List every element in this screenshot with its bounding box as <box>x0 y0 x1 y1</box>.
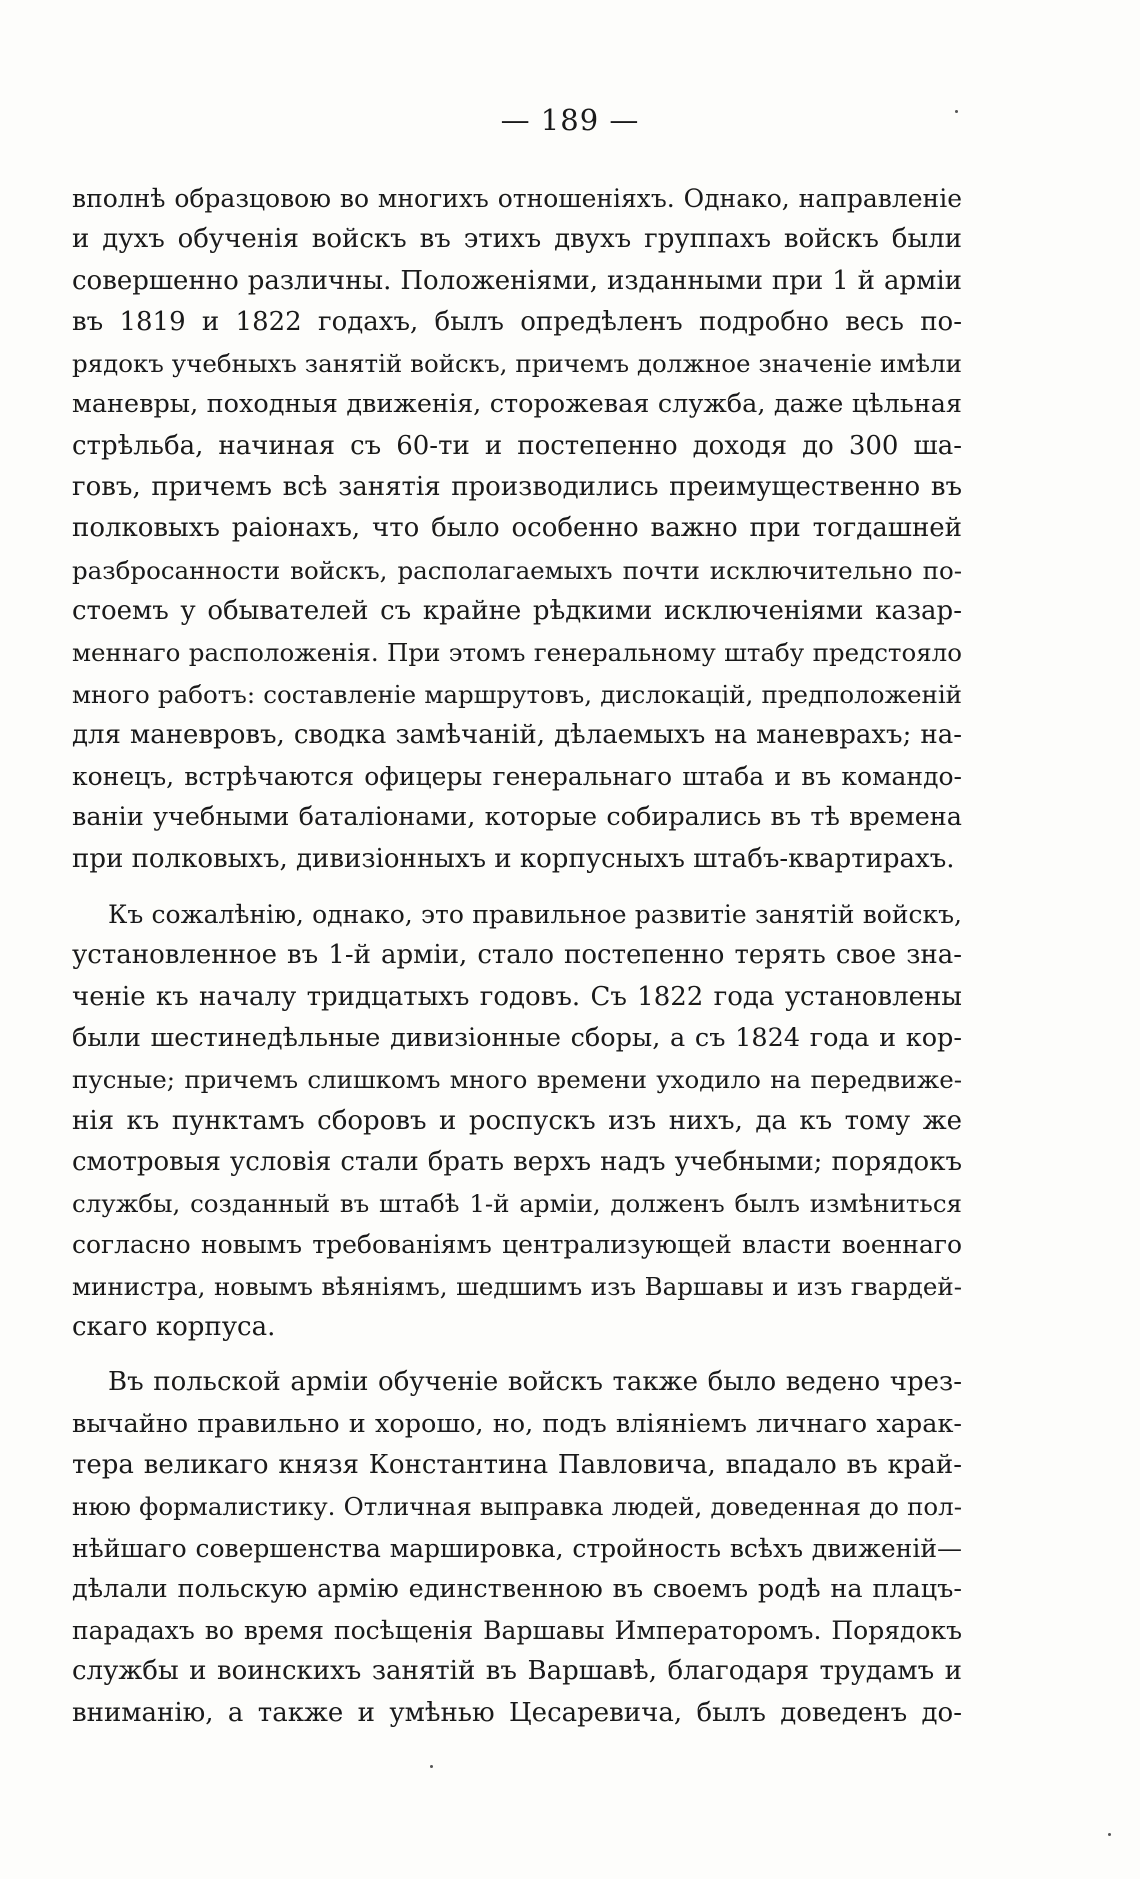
text-line: установленное въ 1-й арміи, стало постепенно терять свое зна- <box>72 940 962 971</box>
text-line: тера великаго князя Константина Павловича, впадало въ край- <box>72 1449 962 1480</box>
text-line: дѣлали польскую армію единственною въ своемъ родѣ на плацъ- <box>72 1573 962 1604</box>
text-line: нѣйшаго совершенства маршировка, стройность всѣхъ движеній— <box>72 1533 962 1563</box>
text-line: вполнѣ образцовою во многихъ отношеніяхъ. Однако, направленіе <box>72 184 962 213</box>
text-line: вниманію, а также и умѣнью Цесаревича, былъ доведенъ до- <box>72 1697 962 1728</box>
paragraph-2 <box>72 894 962 1348</box>
text-line: вычайно правильно и хорошо, но, подъ вліяніемъ личнаго харак- <box>72 1408 962 1439</box>
text-line: нія къ пунктамъ сборовъ и роспускъ изъ нихъ, да къ тому же <box>72 1105 962 1136</box>
text-line: въ 1819 и 1822 годахъ, былъ опредѣленъ подробно весь по- <box>72 306 962 337</box>
text-line: скаго корпуса. <box>72 1312 276 1343</box>
text-line: службы, созданный въ штабѣ 1-й арміи, долженъ былъ измѣниться <box>72 1189 962 1219</box>
text-line: меннаго расположенія. При этомъ генеральному штабу предстояло <box>72 638 962 668</box>
text-line: ченіе къ началу тридцатыхъ годовъ. Съ 1822 года установлены <box>72 981 962 1012</box>
page-number: — 189 — <box>500 103 640 137</box>
text-line: разбросанности войскъ, располагаемыхъ почти исключительно по- <box>72 555 962 585</box>
text-line: стоемъ у обывателей съ крайне рѣдкими исключеніями казар- <box>72 595 962 626</box>
text-line: парадахъ во время посѣщенія Варшавы Императоромъ. Порядокъ <box>72 1616 962 1646</box>
text-line: для маневровъ, сводка замѣчаній, дѣлаемыхъ на маневрахъ; на- <box>72 719 962 750</box>
text-line: нюю формалистику. Отличная выправка людей, доведенная до пол- <box>72 1492 962 1522</box>
text-line: смотровыя условія стали брать верхъ надъ учебными; порядокъ <box>72 1146 962 1177</box>
text-line: маневры, походныя движенія, сторожевая служба, даже цѣльная <box>72 389 962 420</box>
scan-speck <box>1108 1833 1111 1836</box>
text-line: конецъ, встрѣчаются офицеры генеральнаго штаба и въ командо- <box>72 762 962 792</box>
text-line: много работъ: составленіе маршрутовъ, дислокацій, предположеній <box>72 679 962 709</box>
scan-speck <box>430 1765 433 1768</box>
text-line: министра, новымъ вѣяніямъ, шедшимъ изъ Варшавы и изъ гвардей- <box>72 1271 962 1301</box>
text-line: Къ сожалѣнію, однако, это правильное развитіе занятій войскъ, <box>108 900 962 930</box>
text-line: совершенно различны. Положеніями, изданными при 1 й арміи <box>72 265 962 296</box>
text-line: говъ, причемъ всѣ занятія производились преимущественно въ <box>72 472 962 503</box>
text-line: ваніи учебными баталіонами, которые собирались въ тѣ времена <box>72 802 962 833</box>
paragraph-3 <box>72 1362 962 1734</box>
text-line: и духъ обученія войскъ въ этихъ двухъ группахъ войскъ были <box>72 224 962 255</box>
text-line: были шестинедѣльные дивизіонные сборы, а съ 1824 года и кор- <box>72 1022 962 1053</box>
text-line: полковыхъ раіонахъ, что было особенно важно при тогдашней <box>72 513 962 544</box>
body-text <box>72 178 962 1734</box>
text-line: согласно новымъ требованіямъ централизующей власти военнаго <box>72 1230 962 1260</box>
text-line: Въ польской арміи обученіе войскъ также было ведено чрез- <box>108 1367 962 1398</box>
text-line: пусные; причемъ слишкомъ много времени уходило на передвиже- <box>72 1065 962 1095</box>
text-line: рядокъ учебныхъ занятій войскъ, причемъ должное значеніе имѣли <box>72 349 962 379</box>
scan-speck <box>955 110 958 113</box>
text-line: стрѣльба, начиная съ 60-ти и постепенно доходя до 300 ша- <box>72 430 962 461</box>
paragraph-1 <box>72 178 962 880</box>
text-line: службы и воинскихъ занятій въ Варшавѣ, благодаря трудамъ и <box>72 1656 962 1687</box>
text-line: при полковыхъ, дивизіонныхъ и корпусныхъ штабъ-квартирахъ. <box>72 843 955 874</box>
